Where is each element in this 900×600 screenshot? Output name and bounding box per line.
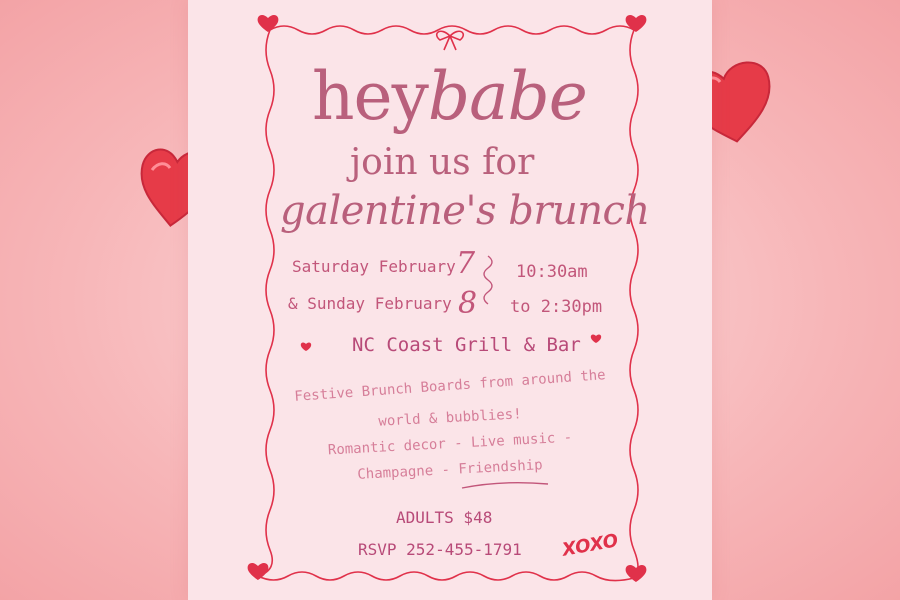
date2-number: 8 (458, 286, 478, 321)
description-line: Romantic decor - Live music - (327, 429, 573, 459)
rsvp-phone: RSVP 252-455-1791 (358, 540, 522, 559)
date1-number: 7 (456, 246, 476, 281)
signoff-xoxo: XOXO (560, 530, 620, 561)
bow-icon (437, 31, 464, 50)
date2-label: & Sunday February (288, 294, 452, 313)
invitation-card (188, 0, 712, 600)
event-title: galentine's brunch (280, 188, 650, 234)
description-line: Champagne - Friendship (356, 457, 544, 483)
headline-babe: babe (427, 58, 587, 135)
headline-hey-babe (312, 58, 587, 135)
join-line: join us for (350, 142, 535, 183)
description-line: Festive Brunch Boards from around the (293, 367, 607, 405)
headline-hey: hey (312, 58, 428, 135)
price-label: ADULTS $48 (396, 508, 493, 527)
date1-label: Saturday February (292, 257, 456, 276)
time-start: 10:30am (516, 262, 588, 282)
venue-name: NC Coast Grill & Bar (352, 334, 581, 356)
time-end: to 2:30pm (510, 297, 603, 317)
description-line: world & bubblies! (378, 406, 522, 430)
